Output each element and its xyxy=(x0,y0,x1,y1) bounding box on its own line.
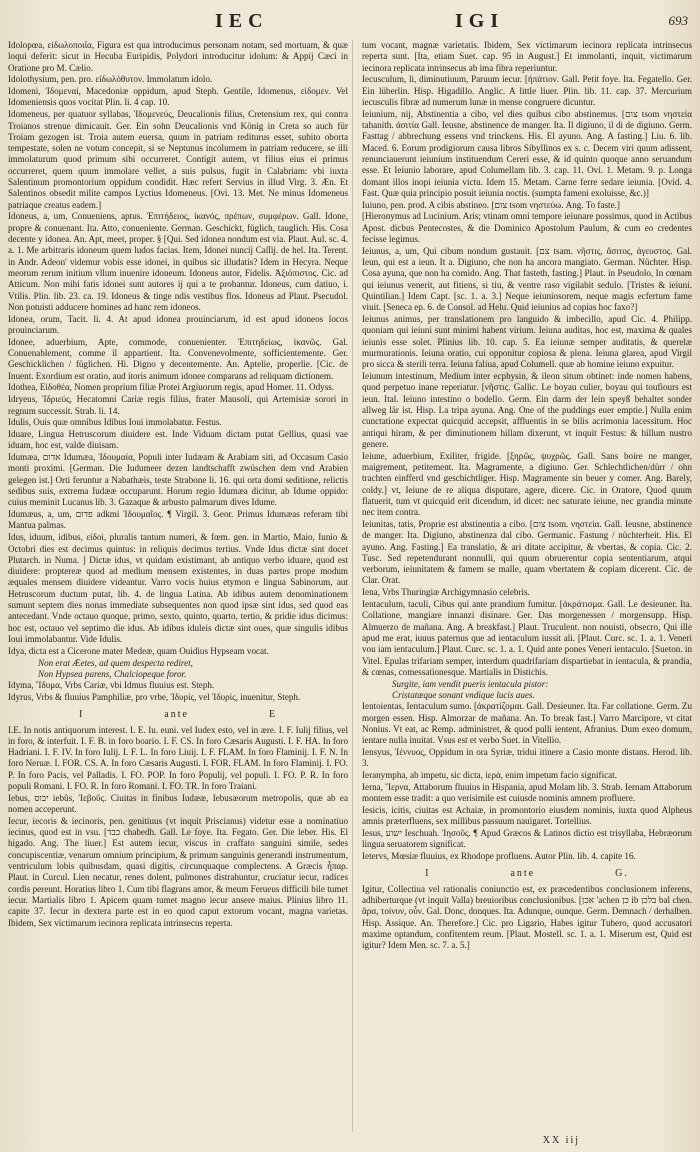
dictionary-entry: Idumæa, אדום Idumæa, Ἰδουμαία, Populi inter Iudæam & Arabiam siti, ad Occasum Casio monti proximi. [German. Die Iudumeer dezen landtschafft zwüschen dem vnd Arabien gelegen ist.] Orti feruntur a Nabathæis, teste Strabone li. 16. qui orta domi seditione, relictis sedibus suis, extrema Iudææ occuparunt. Horum regio Idumæa dicitur, ab Idume oppido: cuius meminit Lucanus lib. 3. Gazaque & arbusto palmarum dives Idume. xyxy=(8,452,348,508)
dictionary-entry: Ieiunium, nij, Abstinentia a cibo, vel dies quibus cibo abstinemus. [צום tsom νηστεία tahanith. ἀσιτία Gall. Ieusne, abstinence de manger. Ita. Il digiuno, il di de digiuno. Germ. Fasttag / abbrechung essens vnd trinckens. His. El ayuno. Ang. A fasting.] Liu. 6. lib. Maced. 6. Eorum prodigiorum causa libros Sibyllinos ex s. c. Decem viri quum adissent, renunciauerunt ieiunium instituendum Cereri esse, & id quinto quoque anno seruandum esse. Et Ieiunio laborare, apud Columellam lib. 3. cap. 11. Ovi. 1. Metam. 9. p. Longa domant illos inopi ieiunia victu. Idem 15. Metam. Carne ferre sedare ieiunia. [Ovid. 4. Fast. Quæ quia principio posuit ieiunia noctis. (sumpta fameni exoluisse, &c.)] xyxy=(362,108,692,198)
dictionary-entry: Ieranympha, ab impetu, sic dicta, ἱερὰ, enim impetum facio significat. xyxy=(362,770,617,780)
right-column xyxy=(362,40,692,1132)
column-divider xyxy=(352,40,353,1132)
dictionary-entry: Iduare, Lingua Hetruscorum diuidere est. Inde Viduam dictam putat Gellius, quasi vae iduam, hoc est, valde diuisam. xyxy=(8,429,348,451)
dictionary-entry: Ieiune, aduerbium, Exiliter, frigide. [ξηρῶς, ψυχρῶς. Gall. Sans boire ne manger, maigrement, petitement. Ita. Magramente, a digiuno. Ger. Schlechtlichen/dürr / ohn trachten einfferd vnd geschichtliger. Hisp. Magramente sin beuer y comer. Ang. Barely, coldy.] vt, Ieiune de re aliqua disputare, agere, dicere. Cic. in Oratore, Quod quum flatuerit, tum vt quicquid erit dicendum, id dicet: nec saturate ieiune, nec grandia minute nec item contra. xyxy=(362,450,692,518)
signature-mark: XX iij xyxy=(542,1135,580,1146)
dictionary-entry: Iensyus, Ἰέννυος, Oppidum in ora Syriæ, tridui itinere a Casio monte distans. Herod. lib. 3. xyxy=(362,746,692,769)
dictionary-entry: tum vocant, magnæ varietatis. Ibidem, Sex victimarum iecinora replicata intrinsecus reperta sunt. [Ita, etiam Suet. cap. 95 in August.] Et immolanti, inquit, victimarum iecinora replicata intrinsecus ab ima fibra reperiuntur. xyxy=(362,40,692,73)
dictionary-entry: Idonee, aduerbium, Apte, commode, conuenienter. Ἐπιτηδείως, ἱκανῶς. Gal. Conuenablement, comme il appartient. Ita. Convenevolmente, sofficientemente. Ger. Geschicklichen / füglichen. Hi. Digno y decentemente. An. Aptelie, properlie. [Cic. de Inuent. Exordium est oratio, aud itoris animum idonee comparans ad reliquam dictionem. xyxy=(8,336,348,381)
dictionary-entry: Idulis, Ouis quæ omnibus Idibus Ioui immolabatur. Festus. xyxy=(8,417,222,428)
section-heading-part: G. xyxy=(615,868,629,880)
running-head-right: IGI xyxy=(455,10,505,32)
dictionary-entry: Idus, iduum, idibus, εἰδοί, pluralis tantum numeri, & fœm. gen. in Martio, Maio, Iunio & Octobri dies est decimus quintus: in reliquis decimus tertius. Vnde Idus dictæ sint docet Plutarch. in Numa. ] Dictæ idus, vt quidam existimant, ab antiquo verbo iduare, quod est diuidere: proptereæ quod ad medium mensem existentes, in duas partes prope modum æquales mensem diuidere videantur. Varro vocis huius etymon e lingua Sabinorum, aut Hetruscorum ductum putat, lib. 4. de lingua Latina. Ab idibus autem denominationem sumunt septem dies nonas immediate subsequentes non quod ipsæ sint idus, sed quod eas antecedant. Vnde octauo quoque, primo, sexto, quinto, quarto, tertio, & pridie idus dicimus: hoc est, octauo vel septimo die idus. Ab idibus iduleis dictæ sint oues, quæ singulis idibus Ioui immolabantur. Vide Idulis. xyxy=(8,532,348,644)
dictionary-entry: Idolopœa, εἰδωλοποιΐα, Figura est qua introducimus personam notam, sed mortuam, & quæ loqui deferit: sicut in Hecuba Euripidis, Polydori introducitur idolum: & Appij Cæci in Oratione pro M. Cælio. xyxy=(8,40,348,73)
dictionary-entry: Ieiunum intestinum, Medium inter ecphysin, & ileon situm obtinet: inde nomen habens, quod perpetuo inane reperiatur. [νῆστις. Gallic. Le boyau culier, boyau qui toufiours est ieun. Ital. Ieiuno intestino o bodello. Germ. Ein darm der lein speyß behaltet sonder allweg lär ist. Hisp. La tripa ayuna. Ang. One of the puddings euer emptie.] Nulla enim cunctatione expectat quicquid accepsit, affluentis in se bilis acrimonia lacessitum. Hoc antiqui hiram, & per diminutionem hillam dixerunt, vt inquit Festus: & hillum nustro genere. xyxy=(362,371,692,449)
verse-line: Cristatæque sonant vndique lucis aues. xyxy=(392,689,535,700)
running-head-left: IEC xyxy=(215,10,269,32)
dictionary-entry: Idoneus, a, um, Conueniens, aptus. Ἐπιτήδειος, ἱκανός, πρέπων, συμφέρων. Gall. Idone, propre & conuenant. Ita. Atto, conueniente. German. Geschickt, füglich, tauglich. His. Cosa decente y idonea. An. Apt, meet, proper. § [Qui. Sed idonea nondum est via. Plaut. Aul. sc. 4. a. 1. Me arbitraris idoneum quem ludos facias. Item, Idonei nunciј Caſſij. de hel. Ita. Terent. in Andr. Adeon' videmur vobis esse idonei, in quibus sic illudatis? Idem in Hecyra. Neque meorum rerum initium vllum inuenire idoneum. Idoneus autor, Fidelis. Ἀξιόπιστος. Cic. ad Atticum. Non mihi fatis idonei sunt autores ij qui a te probantur. Idoneus, cum datiuo, i. Vtilis. Plin. lib. 23. ca. 19. Idoneus & tinge ndis vestibus flos. Idoneus ad Plaut. Psecudol. Non potuisti adducere homines ad hanc rem idoneos. xyxy=(8,211,348,312)
dictionary-entry: Idonea, orum, Tacit. li. 4. At apud idonea prouinciarum, id est apud idoneos locos prouinciarum. xyxy=(8,313,348,335)
verse-line: Surgite, iam vendit pueris ientacula pistor: xyxy=(392,678,549,689)
page-number: 693 xyxy=(668,13,688,28)
dictionary-entry: Ieiunitas, tatis, Proprie est abstinentia a cibo. [צום tsom. νηστεία. Gall. Ieusne, abstinence de manger. Ita. Digiuno, abstinenza dal cibo. Germanic. Fastung / nüchterheit. His. El ayuno. Ang. Fasting.] Ea translatio, & ari ditate accipitur, & vbertas, & copia. Cic. 2. Tusc. Sed repetendurant nonnulli, qui quum obruerentur copia sententiarum, atqui verborum, ieiunitatem & famem se malle, quam vbertatem & copiam dicerent. Cic. de Clar. Orat. xyxy=(362,518,692,586)
dictionary-entry: Igitur, Collectiua vel rationalis coniunctio est, ex præcedentibus conclusionem inferens, adhiberturque (vt inquit Valla) breuioribus conclusionibus. [אכן 'achen כן ib בלכן bal chen. ἄρα, τοίνυν, οὖν. Gal. Donc, donques. Ita. Adunque, ounque. Germ. Demnach / derhalben. Hisp. Assique. An. Therefore.] Cic. pro Ligario, Habes igitur Tubero, quod accusatori maxime optandum, confitentem reum. [Plaut. Mostell. sc. 1. a. 1. Miserum est, Quid est igitur? Idem Men. sc. 7. a. 5.] xyxy=(362,883,692,951)
dictionary-entry: Idumæus, a, um, פדום adkmi Ἰδουμαῖος. ¶ Virgil. 3. Geor. Primus Idumæas referam tibi Mantua palmas. xyxy=(8,509,348,531)
dictionary-entry: Idya, dicta est a Cicerone mater Medeæ, quam Ouidius Hypseam vocat. xyxy=(8,645,269,656)
section-heading-part: I xyxy=(425,868,431,880)
dictionary-entry: Idyma, Ἴδυμα, Vrbs Cariæ, vbi Idmus fluuius est. Steph. xyxy=(8,680,215,691)
dictionary-entry: Iecusculum, li, diminutiuum, Paruum iecur. [ἡπάτιον. Gall. Petit foye. Ita. Fegatello. Ger. Ein lüberlin. Hisp. Higadillo. Anglic. A little liuer. Plin. lib. 11. cap. 37. Mercurium iecusculis fibræ ad numerum lunæ in mense congruere dicuntur. xyxy=(362,74,692,107)
left-column xyxy=(8,40,348,1132)
dictionary-entry: Iesus, ישוע Ieschuah. Ἰησοῦς. ¶ Apud Græcos & Latinos dictio est trisyllaba, Hebræorum lingua seruatorem significat. xyxy=(362,827,692,850)
dictionary-entry: I.E. In notis antiquorum interest. I. E. Iu. euni. vel Iudex esto, vel in ære. I. F. Iulij filius, vel in foro, & interfuit. I. F. B. in foro boario. I. F. CS. In foro Cæsaris Augusti. I. F. HA. In foro Hadriani. I. F. IV. In foro Iulij. I. F. L. In foro Liuij. I. F. FLAM. In foro Flaminij. I. F. N. In foro Neruæ. I. FOR. CS. A. In foro Cæsaris Augusti. I. FOR. FLAM. In foro Flaminij. I. FO. P. In foro Pacis, vel Palladis. I. FO. POP. In foro Populij, vel populi. I. FO. P. R. In foro populi Romani. I. FO. R. In foro Romani. I. FO. TR. In foro Traiani. xyxy=(8,724,348,791)
dictionary-entry: Iecur, iecoris & iecinoris, pen. genitiuus (vt inquit Priscianus) videtur esse a nominatiuo iecinus, quod est in vsu. [כבד chabedh. Gall. Le foye. Ita. Fegato. Ger. Die leber. His. El higado. Ang. The liuer.] Est autem iecur, viscus in craffato sanguini simile, sedes concupiscentiæ, venarum omnium principium, & primum sanguinis generandi instrumentum, ventriculum lobis quibusdam, quasi digitis, circunquaque complectens. A Græcis ἧπαρ. Plaut. in Curcul. Lien necatur, renes dolent, pulmones distrahuntur, cruciatur iecur, radices cordis pereunt. Horatius libro 1. Cum tibi flagrans amor, & meum Ferueus difficili bile tumet iecur. Martialis libro 1. Apicem quam tumet magno iecur ansere maius. Plinius libro 11. capite 37. Iecur in dextera parte est in eo quod caput extorum vocant, magna varietas. Ibidem, Sex victimarum iecinora replicata intrinsecus reperta. xyxy=(8,815,348,928)
dictionary-entry: Ientoientas, Ientaculum sumo. [ἀκρατίζομαι. Gall. Desieuner. Ita. Far collatione. Germ. Zu morgen essen. Hisp. Almorzar de mañana. An. To break fast.] Varro Marcipore, vt citat Nonius. Vt eat, ac Remp. administret, & quod pulli ientent, Afranius. Dum exeo domum, ientare nulla inuitat. Vsus est et verbo Suet. in Vitellio. xyxy=(362,701,692,746)
section-heading xyxy=(8,709,348,720)
dictionary-entry: Idryeus, Ἰδριεύς, Hecatomni Cariæ regis filius, frater Mausoli, qui Artemisiæ sorori in regnum successit. Strab. li. 14. xyxy=(8,394,348,416)
verse-line: Non erat Æetes, ad quem despecta rediret, xyxy=(38,657,193,668)
dictionary-entry: Ietervs, Mœsiæ fluuius, ex Rhodope profluens. Autor Plin. lib. 4. capite 16. xyxy=(362,851,636,862)
dictionary-entry: Idothea, Εἰδοθέα, Nomen proprium filiæ Protei Argiuorum regis, apud Homer. 11. Odyss. xyxy=(8,382,335,393)
verse-line: Non Hypsea parens, Chalciopeque foror. xyxy=(38,668,187,679)
section-heading-part: E xyxy=(268,709,278,721)
dictionary-entry: Ientaculum, taculi, Cibus qui ante prandium fumitur. [ἀκράτισμα. Gall. Le desieuner. Ita. Collatione, mangiare innanzi disinare. Ger. Das morgenessen / morgensupp. Hisp. Almuerzo de mañana. Ang. A breakfast.] Plaut. Truculent. non nouisti, obsecro, Qui ille apud me erat, iuuus paternus que ad ientaculum iussit ali. [Plaut. Curc. sc. 1. a. 1. Veneri vou iam ientaculum.] Plaut. Curc. sc. 1. a. 1. Quid ante pones Veneri ientaculo. [Sueton. in Vitel. Epulas trifariam semper, interdum quadrifariam dispartiebat in ientacula, & prandia, & cœnas, comessationesque. Martialis in Distichis. xyxy=(362,599,692,677)
dictionary-entry: Idyrus, Vrbs & fluuius Pamphiliæ, pro vrbe, Ἰδυρίς, vel Ἰδυρίς, inuenitur, Steph. xyxy=(8,691,301,702)
dictionary-entry: [Hieronymus ad Lucinium. Aris; vtinam omni tempore ieiunare possimus, quod in Actibus Apost. dicbus Pentecostes, & die Dominico Apostolum Paulum, & cum eo credentes fecisse legimus. xyxy=(362,211,692,245)
section-heading xyxy=(362,868,692,879)
dictionary-entry: Idolothysium, pen. pro. εἰδωλόθυτον. Immolatum idolo. xyxy=(8,74,213,85)
section-heading-part: I xyxy=(78,709,85,721)
dictionary-entry: Ierna, Ἴερνα, Attaborum fluuius in Hispania, apud Molam lib. 3. Strab. Iernam Attaborum montem esse tradit: a quo verisimile est cuiusde nominis amnem profluere. xyxy=(362,781,692,804)
dictionary-entry: Idomeneus, per quatuor syllabas, Ἰδομενεύς, Deucalionis filius, Cretensium rex, qui contra Troianos strenue dimicauit. Ger. Ein sohn Deucalionis vnd König in Creta so auch für Troiam gezogen ist. Troia autem euersa, quum in patriam rediturus esset, subito oborta tempestate, solen ne votum concepit, si se Neptunus incolumem in patriam reducere, se illi immolaturum quod primum sibi occurreret. Contigit autem, vt filius eius ei primus occurreret, quem quum immolare vellet, a suis pulsus, fugit in Calabriam: vbi iuxta Salentinum promontorium oppidum condidit. Hæc refert Servius in illud Virg. 3. Æn. Et Salentinos obsedit milite campos Lyctius Idomeneus. [Ovi. 13. Met. Ne minus Idomeneus patriaque creatus eadem.] xyxy=(8,109,348,210)
section-heading-part: ante xyxy=(164,709,189,721)
dictionary-entry: Iesicis, icitis, ciuitas est Achaiæ, in promontorio eiusdem nominis, iuxta quod Alpheus amnis præterfluens, sex millibus passuum nauigaret. Tortellius. xyxy=(362,804,692,827)
dictionary-entry: Iebus, יבוס iebûs, Ἰεβοῦς. Ciuitas in finibus Iudææ, Iebusæorum metropolis, quæ ab ea nomen acceperunt. xyxy=(8,792,348,815)
dictionary-entry: Ieiunus, a, um, Qui cibum nondum gustauit. [צם tsam. νῆστις, ἄσιτος, ἀγευστος. Gal. Ieun, qui est a ieun. It a. Digiuno, che non ha ancora mangiato. German. Nüchter. Hisp. Cosa ayuna, que non ha comido. Ang. That fasteth, fasting.] Plaut. in Pseudolo, In cœnam qui ieiunus venerit, aut fitiens, si tiu, & ventre raso vigilabit sedulo. [Tristes & ieiuni. Quintilian.] Idem Capt. [sc. 1. a. 3.] Neque ieiuniosorem, neque magis ecfertum fame viuit. [Seneca ep. 6. de Consol. ad Helu. Quid ieiunius ad copias hoc faxo?] xyxy=(362,245,692,313)
dictionary-entry: Idomeni, Ἰδομεναί, Macedoniæ oppidum, apud Steph. Gentile, Idomenus, εἰδομεν. Vel Idomeniensis quos vocitat Plin. li. 4 cap. 10. xyxy=(8,86,348,108)
section-heading-part: ante xyxy=(510,868,536,880)
dictionary-entry: Iuiuno, pen. prod. A cibis abstineo. [צום tsom νηστεύω. Ang. To faste.] xyxy=(362,199,620,210)
dictionary-entry: Iena, Vrbs Thuringiæ Archigymnasio celebris. xyxy=(362,587,530,598)
dictionary-entry: Ieiunus animus, per translationem pro languido & imbecillo, apud Cic. 4. Philipp. quoniam qui ieiuni sunt minimi habent virium. Ieiuna auditas, hoc est, maxima & quales ieiunis esse solet. Plinius lib. 10. cap. 5. Ea ieiunæ semper auditatis, & querelæ murmurationis. Ieiuna oratio, cui opponitur copiosa & plena. Ieiuna glarea, apud Virgil pro sicca & sterili terra. Ieiuna faliua, apud Columell. quæ ab homine ieiuno expuitur. xyxy=(362,314,692,370)
